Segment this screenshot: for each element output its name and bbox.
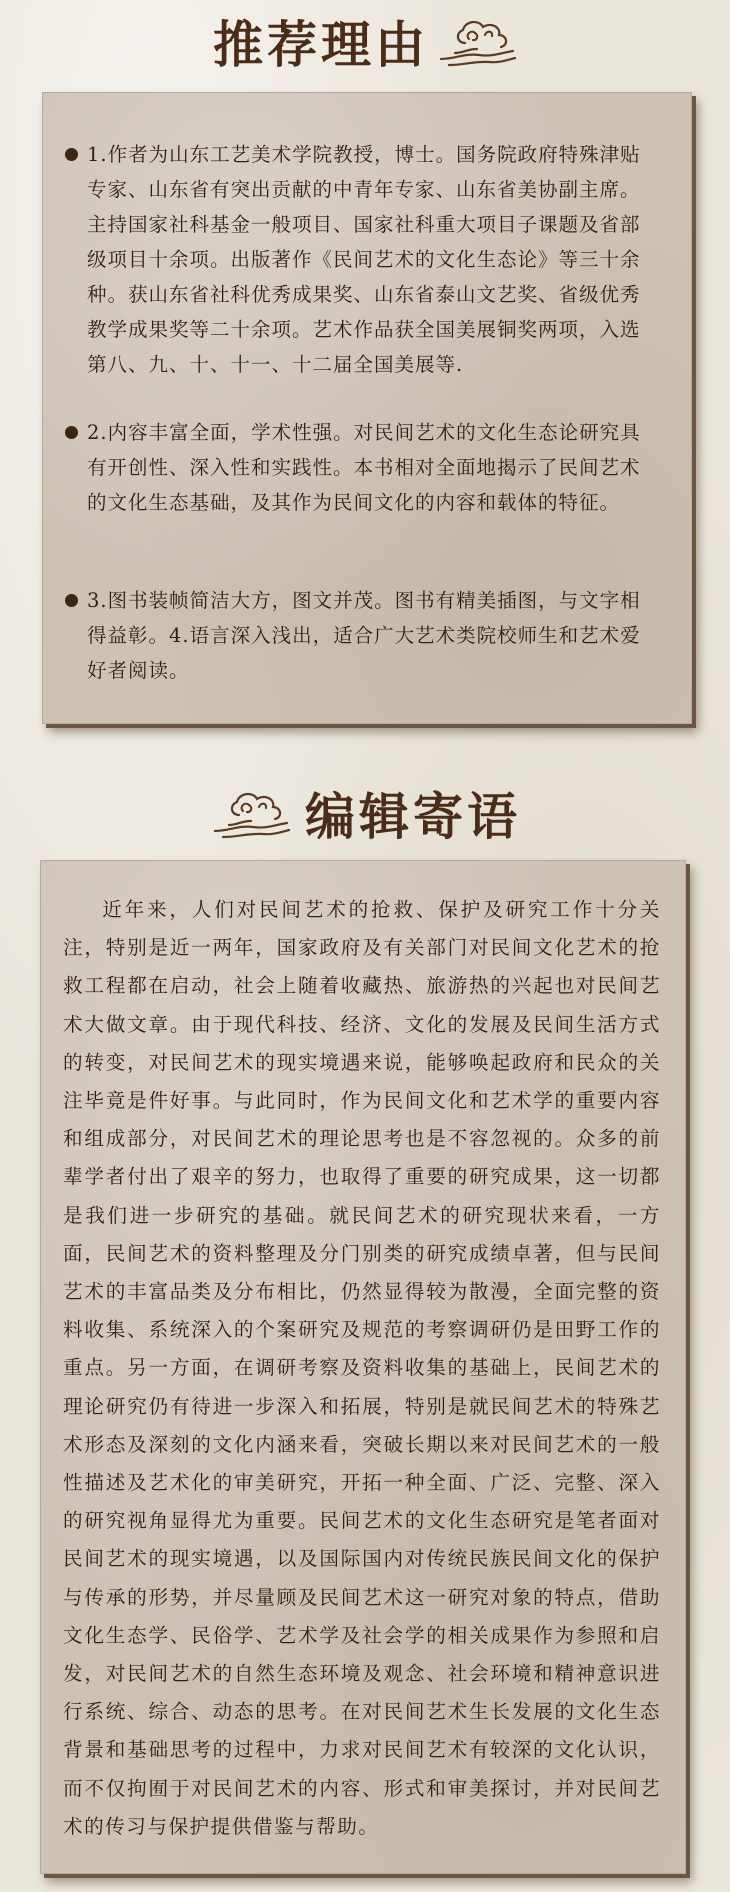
bullet-dot xyxy=(65,148,78,161)
reasons-heading xyxy=(0,6,730,76)
bullet-dot xyxy=(65,426,78,439)
auspicious-cloud-icon xyxy=(209,785,291,841)
editor-body: 近年来，人们对民间艺术的抢救、保护及研究工作十分关注，特别是近一两年，国家政府及有关部门对民间文化艺术的抢救工程都在启动，社会上随着收藏热、旅游热的兴起也对民间艺术大做文章。由于现代科技、经济、文化的发展及民间生活方式的转变，对民间艺术的现实境遇来说，能够唤起政府和民众的关注毕竟是件好事。与此同时，作为民间文化和艺术学的重要内容和组成部分，对民间艺术的理论思考也是不容忽视的。众多的前辈学者付出了艰辛的努力，也取得了重要的研究成果，这一切都是我们进一步研究的基础。就民间艺术的研究现状来看，一方面，民间艺术的资料整理及分门别类的研究成绩卓著，但与民间艺术的丰富品类及分布相比，仍然显得较为散漫，全面完整的资料收集、系统深入的个案研究及规范的考察调研仍是田野工作的重点。另一方面，在调研考察及资料收集的基础上，民间艺术的理论研究仍有待进一步深入和拓展，特别是就民间艺术的特殊艺术形态及深刻的文化内涵来看，突破长期以来对民间艺术的一般性描述及艺术化的审美研究，开拓一种全面、广泛、完整、深入的研究视角显得尤为重要。民间艺术的文化生态研究是笔者面对民间艺术的现实境遇，以及国际国内对传统民族民间文化的保护与传承的形势，并尽量顾及民间艺术这一研究对象的特点，借助文化生态学、民俗学、艺术学及社会学的相关成果作为参照和启发，对民间艺术的自然生态环境及观念、社会环境和精神意识进行系统、综合、动态的思考。在对民间艺术生长发展的文化生态背景和基础思考的过程中，力求对民间艺术有较深的文化认识，而不仅拘囿于对民间艺术的内容、形式和审美探讨，并对民间艺术的传习与保护提供借鉴与帮助。 xyxy=(63,898,661,1838)
reason-item xyxy=(43,137,671,382)
reasons-title: 推荐理由 xyxy=(213,15,429,74)
bullet-dot xyxy=(65,594,78,607)
editor-title: 编辑寄语 xyxy=(305,787,521,846)
reason-item xyxy=(43,583,671,688)
reasons-panel xyxy=(42,92,692,724)
reason-text: 2.内容丰富全面，学术性强。对民间艺术的文化生态论研究具有开创性、深入性和实践性。本书相对全面地揭示了民间艺术的文化生态基础，及其作为民间文化的内容和载体的特征。 xyxy=(87,421,641,514)
reason-text: 1.作者为山东工艺美术学院教授，博士。国务院政府特殊津贴专家、山东省有突出贡献的中青年专家、山东省美协副主席。主持国家社科基金一般项目、国家社科重大项目子课题及省部级项目十余项。出版著作《民间艺术的文化生态论》等三十余种。获山东省社科优秀成果奖、山东省泰山文艺奖、省级优秀教学成果奖等二十余项。艺术作品获全国美展铜奖两项，入选第八、九、十、十一、十二届全国美展等. xyxy=(87,143,641,376)
reason-text: 3.图书装帧简洁大方，图文并茂。图书有精美插图，与文字相得益彰。4.语言深入浅出，适合广大艺术类院校师生和艺术爱好者阅读。 xyxy=(87,589,641,682)
editor-heading xyxy=(0,778,730,848)
reason-item xyxy=(43,415,671,520)
editor-panel xyxy=(40,860,686,1874)
auspicious-cloud-icon xyxy=(435,13,517,69)
